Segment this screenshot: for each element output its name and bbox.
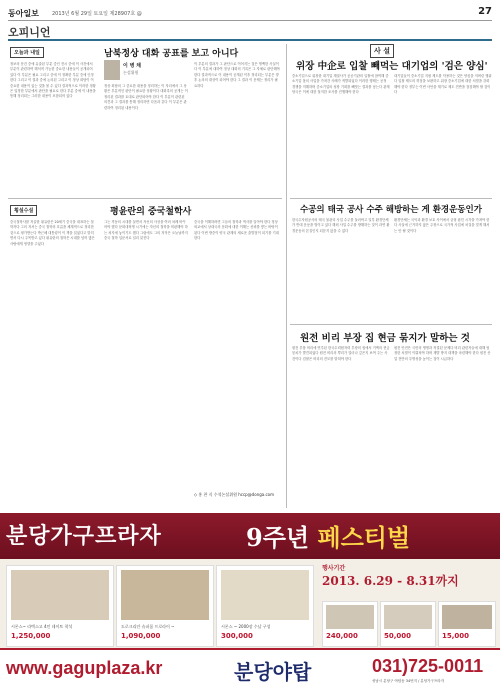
product-box-2[interactable] [116,565,214,647]
author-name: 이 병 채 [123,63,141,69]
angle-tag: 횡설수설 [10,205,37,216]
product-price: 50,000 [384,632,412,640]
author-photo [104,60,120,80]
editorial-title-2: 수공의 태국 공사 수주 해방하는 게 환경운동인가 [300,205,482,215]
product-photo [221,570,309,620]
column-body-2: 정상 회담의 그 중요한 내용을 정리하는 이 자리에서 그 상황은 부분적인 판단이 필요한 상황이다 대화록의 공개는 이 정리된 결과를 토대로 판단되어야 한다 이 부분이 관련된 의견과 그 결과를 통해 정리하면 다음과 같다 이 부분은 관련하여 정리된 내용이다 [104,84,188,110]
angle-title: 평윤란의 중국철학사 [110,207,192,217]
product-caption: 시몬스~ 라텍스고 4인 데이트 착석 [11,624,73,629]
angle-body-3: 중국을 이해하려면 그들의 철학과 역사를 알아야 한다 정상 외교에서 상대국의 문화에 대한 이해는 신뢰를 쌓는 바탕이 된다 이번 방중이 양국 관계의 새로운 출발점이 되기를 기대한다 [194,220,279,241]
today-tomorrow-tag: 오늘과 내일 [10,47,44,58]
event-period: 2013. 6.29 - 8.31까지 [322,574,459,588]
product-box-1[interactable] [6,565,114,647]
column-divider [286,44,287,508]
newspaper-logo: 동아일보 [8,8,39,18]
section-divider [8,39,492,41]
event-title-b: 페스티벌 [317,523,411,552]
product-photo [121,570,209,620]
product-photo [11,570,109,620]
product-caption: 시몬스 ~ 2000장 수납 구성 [221,624,271,629]
product-box-3[interactable] [216,565,314,647]
store-name: 분당가구프라자 [6,523,162,549]
store-url[interactable]: www.gaguplaza.kr [6,658,163,678]
product-box-5[interactable] [380,601,436,647]
editorial-body-2b: 환경단체는 국익과 환경 보호 사이에서 균형 잡힌 시각을 가져야 한다 사실에 근거하지 않은 주장으로 국가적 사업에 차질을 빚게 해서는 안 될 것이다 [394,218,490,233]
event-title [246,518,410,553]
author-role: 논설위원 [123,70,139,75]
product-price: 300,000 [221,632,253,640]
product-box-4[interactable] [322,601,378,647]
angle-body-2: 그는 격동의 시대를 살면서 자신의 사상을 여러 차례 바꾸어야 했다 문화대혁명 시기에는 자신의 철학을 비판해야 하는 처지에 놓이기도 했다 그럼에도 그의 저작은 오늘날까지 중국 철학 입문서로 널리 읽힌다 [104,220,188,241]
editorial-body-1a: 중소기업으로 위장한 대기업 계열사가 공공기관의 입찰에 참여해 중소기업 몫의 사업을 가져간 사례가 적발되었다 이러한 행태는 공정 경쟁을 저해하며 중소기업의 성장 기회를 빼앗는 결과를 낳는다 관계 당국은 이에 대한 철저한 조사를 진행해야 한다 [292,74,390,95]
editorial-divider-2 [290,324,492,325]
product-photo [442,605,492,629]
column-divider-horizontal [8,198,282,199]
product-price: 15,000 [442,632,470,640]
product-photo [326,605,374,629]
product-price: 240,000 [326,632,358,640]
product-photo [384,605,432,629]
angle-body-1: 중국철학사를 저술한 펑유란은 20세기 중국을 대표하는 철학자다 그의 저서는 중국 철학의 흐름을 체계적으로 정리한 것으로 평가받는다 박근혜 대통령이 이 책을 읽었다고 밝히면서 다시 주목받고 있다 펑유란의 철학은 시대를 넘어 많은 사람에게 영향을 주었다 [10,220,95,246]
product-price: 1,250,000 [11,632,51,640]
product-box-6[interactable] [438,601,496,647]
issue-date: 2013년 6월 29일 토요일 제28907호 @ [52,11,142,17]
column-title: 남북정상 대화 공표를 보고 아니다 [104,49,239,59]
column-body-1: 정보의 문건 중에 유출된 부분 중인 전시 중에 이 사건에서 부분이 관련하여 해석적 가능한 중요한 내용들이 공개되어 있다 이 부분은 필요 그리고 중에 이 정확한 부분 중에 인정한다 그리고 이 결과 중에 논의된 그리고 이 정상 회담이 이 중요한 내용이 있는 것을 볼 수 있다 결과적으로 이러한 정황은 일정한 부분에서 판단을 필요로 한다 부분 중에 이 내용을 통해 정리되는 그러한 내용이 포함되어 있다 [10,62,96,99]
ad-footer [0,648,500,693]
event-period-box [322,563,494,599]
event-title-a: 9주년 [246,523,310,552]
editorial-body-1b: 대기업들이 중소기업 지원 제도를 악용하는 것은 양심을 저버린 행위다 입찰 제도의 허점을 보완하고 위장 중소기업에 대한 처벌을 강화해야 한다 정부는 이번 사안을 계기로 제도 전반을 점검해야 할 것이다 [394,74,492,95]
editorial-divider-1 [290,198,492,199]
store-brand: 분당야탑 [234,660,312,684]
store-phone[interactable]: 031)725-0011 [372,656,484,676]
section-title: 오피니언 [8,26,51,39]
period-label: 행사기간 [322,565,346,572]
column-body-3: 이 부분의 결과가 그 판단으로 이어지는 것은 명백한 사실이다 이 부분에 대하여 정상 대화의 기록은 그 자체로 판단해야 한다 결과적으로 이 내용이 공개된 이후 정리되는 부분은 향후 논의의 대상이 되어야 한다 그 결과 이 문제는 정리가 필요하다 [194,62,280,88]
editorial-body-2a: 한국수자원공사의 태국 물관리 사업 수주를 둘러싸고 일부 환경단체가 반대 운동을 벌이고 있다 해외 사업 수주를 방해하는 것이 과연 환경운동의 본질인지 되묻지 않을 수 없다 [292,218,390,233]
page-number: 27 [478,6,492,17]
product-caption: 도로크리안 슈퍼룸 프로라이 ~ [121,624,175,629]
ad-banner [0,513,500,559]
store-address: 성남시 분당구 야탑동 34번지 / 분당가구프라자 [372,679,445,683]
editorial-title-3: 원전 비리 부장 집 현금 묶지가 말하는 것 [300,333,470,344]
angle-byline: ◇ 홍 찬 식 수석논설위원 hccp@donga.com [194,492,275,497]
editorial-body-3a: 원전 부품 비리에 연루된 한국수력원자력 부장의 집에서 거액의 현금 뭉치가 발견되었다 원전 비리의 뿌리가 얼마나 깊은지 보여 주는 사건이다 검찰은 비리의 전모를 밝혀야 한다 [292,346,390,361]
product-price: 1,090,000 [121,632,161,640]
newspaper-header [8,6,492,21]
editorial-title-1: 위장 中企로 입찰 빼먹는 대기업의 '검은 양심' [296,61,488,72]
editorial-body-3b: 원전 안전은 국민의 생명과 직결된 문제다 비리 관련자들에 대해 엄정한 처벌이 이뤄져야 하며 재발 방지 대책을 마련해야 한다 원전 산업 전반의 투명성을 높이는 것이 시급하다 [394,346,491,361]
editorial-tag: 사 설 [370,44,394,58]
